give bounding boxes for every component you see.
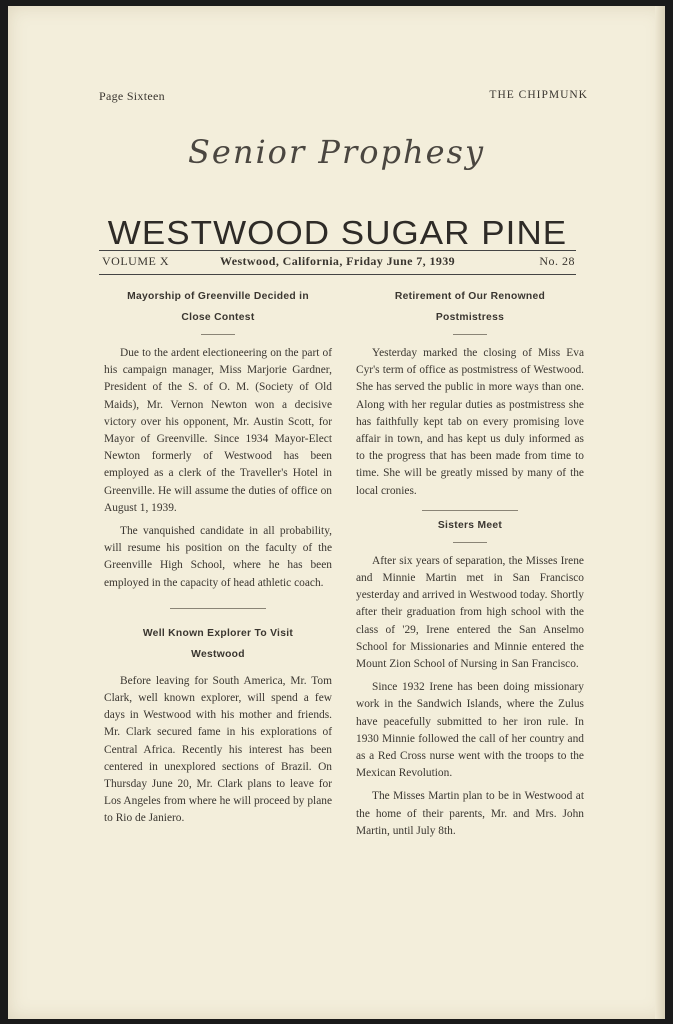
article-sisters	[356, 515, 584, 840]
headline-line: Close Contest	[181, 312, 255, 323]
newspaper-masthead: WESTWOOD SUGAR PINE	[107, 214, 568, 251]
article-paragraph: Due to the ardent electioneering on the part of his campaign manager, Miss Marjorie Gardner, President of the S. of O. M. (Society of Old Maids), Mr. Vernon Newton won a decisive victory over his opponent, Mr. Austin Scott, for Mayor of Greenville. Since 1934 Mayor-Elect Newton formerly of Westwood has been employed as a clerk of the Traveller's Hotel in Greenville. He will assume the duties of office on August 1, 1939.	[104, 347, 332, 514]
article-headline	[356, 286, 584, 328]
article-headline	[104, 286, 332, 328]
volume-label: VOLUME X	[102, 254, 169, 268]
article-divider	[422, 510, 518, 511]
article-postmistress	[356, 286, 584, 500]
article-paragraph: Since 1932 Irene has been doing missionary work in the Sandwich Islands, where the Zulus have peacefully submitted to her iron rule. In 1930 Minnie followed the call of her country and as a Red Cross nurse went with the troops to the Mexican Revolution.	[356, 681, 584, 780]
right-column	[356, 286, 584, 846]
article-headline	[104, 623, 332, 665]
masthead-rule-top	[99, 250, 576, 251]
headline-line: Mayorship of Greenville Decided in	[127, 291, 309, 302]
page-number: Page Sixteen	[99, 89, 165, 103]
issue-number: No. 28	[539, 254, 575, 268]
article-headline: Sisters Meet	[437, 519, 503, 531]
headline-line: Westwood	[191, 648, 245, 660]
masthead-rule-bottom	[99, 274, 576, 275]
article-paragraph: The vanquished candidate in all probability, will resume his position on the faculty of the Greenville High School, where he has been employed in the capacity of head athletic coach.	[104, 525, 332, 589]
spacer	[104, 665, 332, 673]
left-column	[104, 286, 332, 834]
headline-divider	[453, 334, 487, 335]
article-paragraph: Before leaving for South America, Mr. Tom Clark, well known explorer, will spend a few days in Westwood with his mother and friends. Mr. Clark secured fame in his explorations of Central Africa. Recently his interest has been centered in unexplored sections of Brazil. On Thursday June 20, Mr. Clark plans to leave for Los Angeles from where he will proceed by plane to Rio de Janiero.	[104, 674, 332, 825]
article-explorer	[104, 623, 332, 828]
dateline: Westwood, California, Friday June 7, 1939	[220, 254, 456, 268]
headline-divider	[453, 542, 487, 543]
headline-divider	[201, 334, 235, 335]
headline-line: Well Known Explorer To Visit	[142, 627, 294, 639]
article-divider	[170, 608, 266, 609]
article-paragraph: The Misses Martin plan to be in Westwood at the home of their parents, Mr. and Mrs. John Martin, until July 8th.	[356, 790, 584, 837]
headline-line: Retirement of Our Renowned	[394, 291, 546, 302]
article-mayorship	[104, 286, 332, 592]
article-paragraph: Yesterday marked the closing of Miss Eva Cyr's term of office as postmistress of Westwood. She has served the public in more ways than one. Along with her regular duties as postmistress she has faithfully kept tab on every promising love affair in town, and has kept us duly informed as to the progress that has been made from time to time. She will be greatly missed by many of the local cronies.	[356, 347, 584, 497]
article-paragraph: After six years of separation, the Misses Irene and Minnie Martin met in San Francisco yesterday and arrived in Westwood today. Shortly after their graduation from high school with the class of '29, Irene entered the San Anselmo School for Missionaries and Minnie entered the Mount Zion School of Nursing in San Francisco.	[356, 554, 584, 671]
publication-name: THE CHIPMUNK	[489, 89, 588, 101]
section-title: Senior Prophesy	[187, 133, 486, 171]
headline-line: Postmistress	[435, 312, 505, 323]
